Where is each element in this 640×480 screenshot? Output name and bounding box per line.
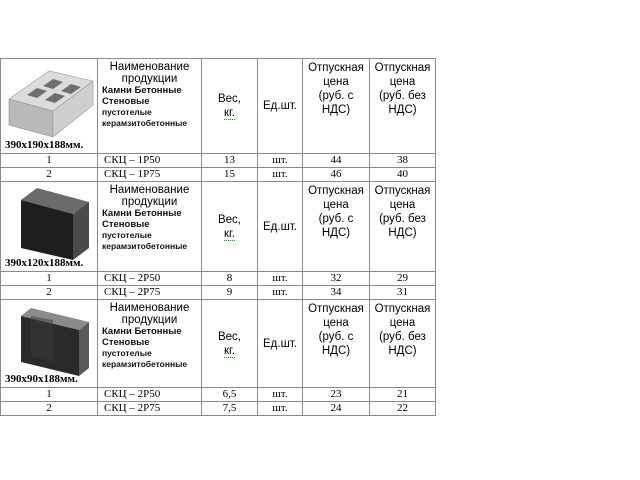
block-dimensions: 390х190х188мм. [5,139,84,151]
name-header [98,182,202,272]
weight-value: 13 [202,154,258,168]
unit-value: шт. [258,402,303,416]
header-line: НДС) [388,345,417,357]
price-vat-header [303,300,370,388]
header-line: (руб. с [318,213,354,225]
header-line: (руб. без [379,90,426,102]
unit-header: Ед.шт. [258,300,303,388]
header-line: Отпускная [374,185,431,197]
price-novat-value: 31 [370,286,436,300]
price-vat-value: 23 [303,388,370,402]
name-title: Наименование продукции [109,302,190,326]
price-novat-value: 38 [370,154,436,168]
product-image-cell [1,300,98,388]
weight-unit: кг. [223,107,236,119]
header-line: НДС) [388,104,417,116]
price-vat-value: 34 [303,286,370,300]
header-line: (руб. с [318,331,354,343]
product-code: СКЦ – 2Р50 [98,388,202,402]
price-novat-header [370,300,436,388]
desc-line: Стеновые [102,96,150,107]
price-novat-value: 29 [370,272,436,286]
product-code: СКЦ – 1Р50 [98,154,202,168]
weight-header [202,182,258,272]
weight-header [202,59,258,154]
weight-header [202,300,258,388]
unit-value: шт. [258,388,303,402]
header-line: цена [323,76,349,88]
price-vat-header [303,59,370,154]
table-row [1,168,436,182]
header-line: цена [389,76,416,88]
weight-value: 6,5 [202,388,258,402]
section-header-row [1,182,436,272]
unit-value: шт. [258,286,303,300]
header-line: НДС) [321,345,351,357]
product-code: СКЦ – 1Р75 [98,168,202,182]
weight-value: 9 [202,286,258,300]
header-line: Отпускная [374,62,431,74]
header-line: (руб. с [318,90,354,102]
header-line: Отпускная [374,303,431,315]
row-number: 2 [1,168,98,182]
header-line: (руб. без [379,331,426,343]
row-number: 1 [1,272,98,286]
product-image-cell [1,59,98,154]
desc-line: Камни Бетонные [102,208,182,219]
price-vat-value: 24 [303,402,370,416]
weight-value: 7,5 [202,402,258,416]
price-novat-value: 21 [370,388,436,402]
price-novat-header [370,59,436,154]
header-line: НДС) [321,227,351,239]
header-line: цена [323,199,349,211]
row-number: 2 [1,402,98,416]
header-line: Отпускная [308,185,364,197]
name-title: Наименование продукции [109,184,190,208]
desc-line: Стеновые [102,337,150,348]
product-code: СКЦ – 2Р50 [98,272,202,286]
weight-unit: кг. [223,227,236,240]
price-novat-header [370,182,436,272]
desc-line: керамзитобетонные [102,359,188,369]
product-image-cell [1,182,98,272]
table-row [1,272,436,286]
header-line: НДС) [321,104,351,116]
header-line: (руб. без [379,213,426,225]
desc-line: керамзитобетонные [102,241,188,251]
desc-line: пустотелые [102,107,152,117]
table-row [1,402,436,416]
weight-unit: кг. [223,344,236,357]
unit-value: шт. [258,154,303,168]
block-dimensions: 390х90х188мм. [5,373,78,385]
price-vat-value: 46 [303,168,370,182]
unit-value: шт. [258,168,303,182]
row-number: 2 [1,286,98,300]
desc-line: пустотелые [102,348,152,358]
price-novat-value: 40 [370,168,436,182]
price-vat-value: 44 [303,154,370,168]
header-line: Отпускная [308,303,364,315]
header-line: цена [389,199,416,211]
name-header [98,59,202,154]
weight-label: Вес, [217,330,241,343]
weight-value: 15 [202,168,258,182]
product-code: СКЦ – 2Р75 [98,286,202,300]
unit-value: шт. [258,272,303,286]
product-code: СКЦ – 2Р75 [98,402,202,416]
weight-label: Вес, [217,93,241,105]
header-line: цена [323,317,349,329]
weight-label: Вес, [217,213,241,226]
header-line: цена [389,317,416,329]
section-header-row [1,59,436,154]
header-line: Отпускная [308,62,364,74]
price-table [0,58,436,416]
table-row [1,286,436,300]
unit-header: Ед.шт. [258,182,303,272]
desc-line: Камни Бетонные [102,326,182,337]
row-number: 1 [1,154,98,168]
unit-header: Ед.шт. [258,59,303,154]
desc-line: Камни Бетонные [102,85,182,96]
section-header-row [1,300,436,388]
desc-line: керамзитобетонные [102,118,188,128]
name-header [98,300,202,388]
table-row [1,388,436,402]
desc-line: пустотелые [102,230,152,240]
price-vat-header [303,182,370,272]
weight-value: 8 [202,272,258,286]
row-number: 1 [1,388,98,402]
price-vat-value: 32 [303,272,370,286]
desc-line: Стеновые [102,219,150,230]
block-dimensions: 390х120х188мм. [5,257,84,269]
name-title: Наименование продукции [109,61,190,85]
header-line: НДС) [388,227,417,239]
price-novat-value: 22 [370,402,436,416]
table-row [1,154,436,168]
